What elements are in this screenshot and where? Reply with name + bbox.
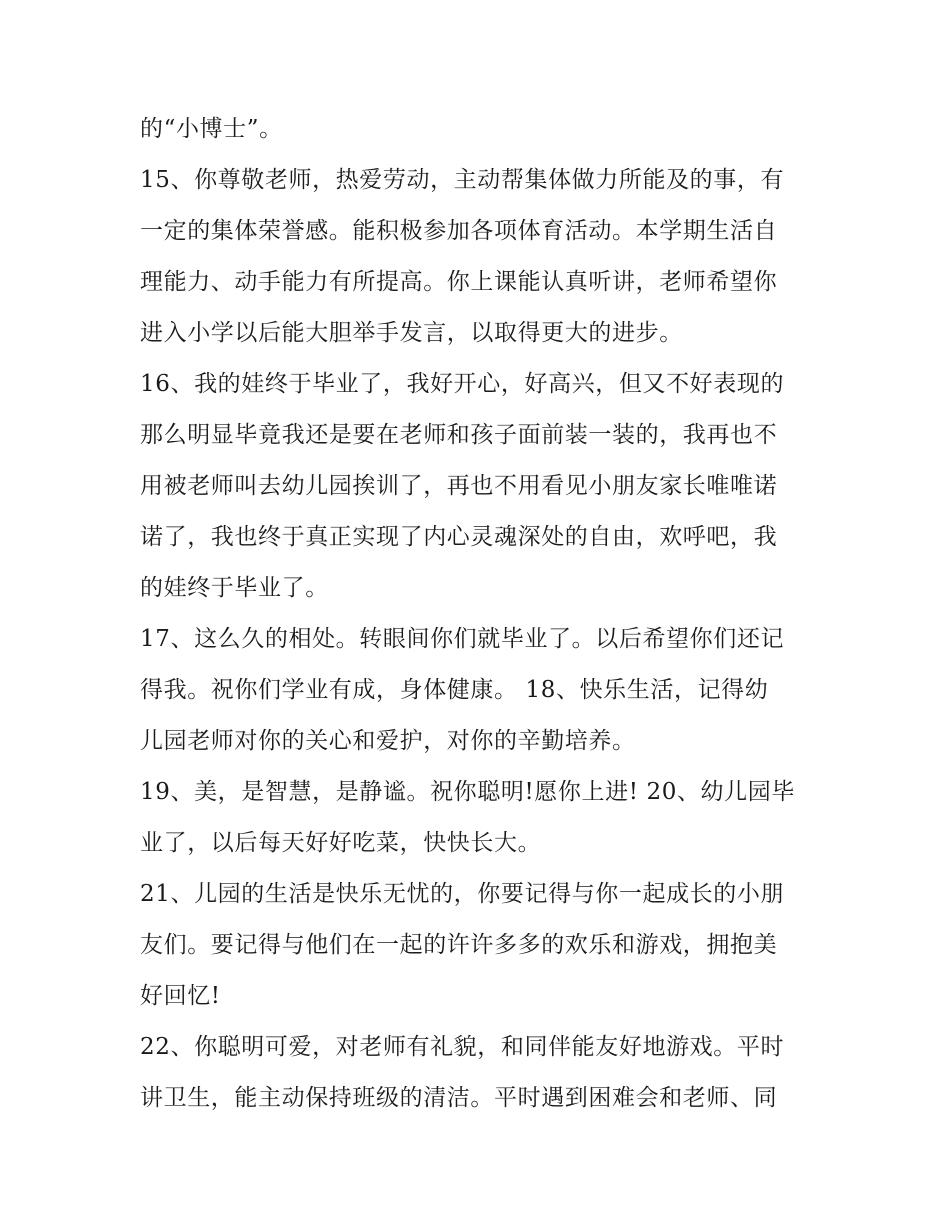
text-line: 进入小学以后能大胆举手发言，以取得更大的进步。 — [140, 320, 683, 346]
text-line: 讲卫生，能主动保持班级的清洁。平时遇到困难会和老师、同 — [140, 1085, 778, 1111]
text-line: 21、儿园的生活是快乐无忧的，你要记得与你一起成长的小朋 — [140, 881, 785, 907]
text-line: 理能力、动手能力有所提高。你上课能认真听讲，老师希望你 — [140, 269, 778, 295]
text-line: 的娃终于毕业了。 — [140, 575, 329, 601]
text-line: 15、你尊敬老师，热爱劳动，主动帮集体做力所能及的事，有 — [140, 167, 785, 193]
text-line: 友们。要记得与他们在一起的许许多多的欢乐和游戏，拥抱美 — [140, 932, 778, 958]
text-line: 用被老师叫去幼儿园挨训了，再也不用看见小朋友家长唯唯诺 — [140, 473, 778, 499]
text-line: 好回忆! — [140, 983, 221, 1009]
text-line: 17、这么久的相处。转眼间你们就毕业了。以后希望你们还记 — [140, 626, 785, 652]
text-line: 22、你聪明可爱，对老师有礼貌，和同伴能友好地游戏。平时 — [140, 1034, 785, 1060]
text-line: 儿园老师对你的关心和爱护，对你的辛勤培养。 — [140, 728, 636, 754]
text-line: 19、美，是智慧，是静谧。祝你聪明!愿你上进! 20、幼儿园毕 — [140, 779, 795, 805]
text-line: 得我。祝你们学业有成，身体健康。 18、快乐生活，记得幼 — [140, 677, 769, 703]
text-line: 业了，以后每天好好吃菜，快快长大。 — [140, 830, 542, 856]
text-line: 那么明显毕竟我还是要在老师和孩子面前装一装的，我再也不 — [140, 422, 778, 448]
text-line: 诺了，我也终于真正实现了内心灵魂深处的自由，欢呼吧，我 — [140, 524, 778, 550]
text-line: 一定的集体荣誉感。能积极参加各项体育活动。本学期生活自 — [140, 218, 778, 244]
text-line: 16、我的娃终于毕业了，我好开心，好高兴，但又不好表现的 — [140, 371, 785, 397]
document-body — [140, 104, 830, 1124]
text-line: 的“小博士”。 — [140, 116, 283, 142]
